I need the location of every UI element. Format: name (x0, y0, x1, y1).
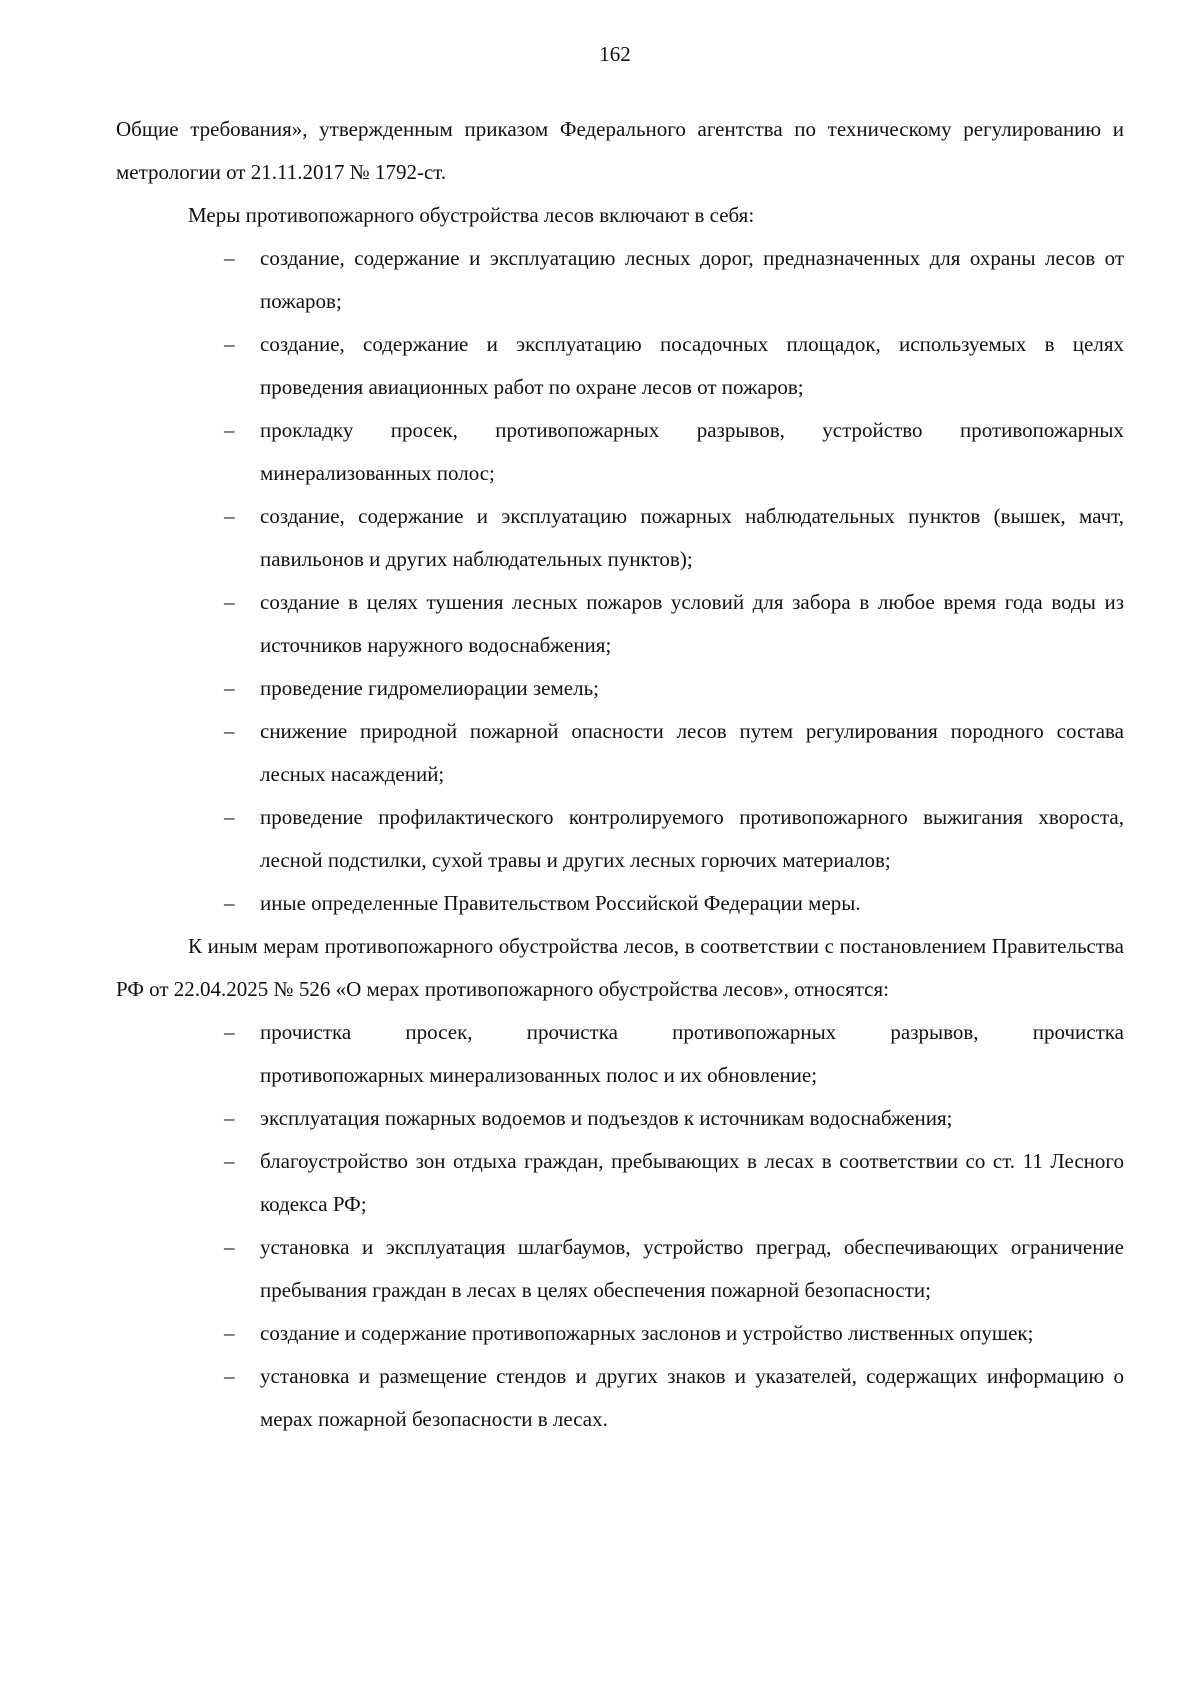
dash-bullet: – (224, 1321, 235, 1345)
list-item-text: проведение профилактического контролируемого противопожарного выжигания хвороста, лесной подстилки, сухой травы и других лесных горючих материалов; (260, 805, 1124, 872)
list-item-text: создание, содержание и эксплуатацию посадочных площадок, используемых в целях проведения авиационных работ по охране лесов от пожаров; (260, 332, 1124, 399)
list-item-text: создание в целях тушения лесных пожаров условий для забора в любое время года воды из источников наружного водоснабжения; (260, 590, 1124, 657)
list-item (116, 581, 1124, 667)
list-item-text: благоустройство зон отдыха граждан, пребывающих в лесах в соответствии со ст. 11 Лесного кодекса РФ; (260, 1149, 1124, 1216)
word: прочистка (1032, 1020, 1124, 1044)
dash-bullet: – (224, 805, 235, 829)
list-item-text: установка и размещение стендов и других знаков и указателей, содержащих информацию о мерах пожарной безопасности в лесах. (260, 1364, 1124, 1431)
measures-list (116, 237, 1124, 925)
dash-bullet: – (224, 1020, 235, 1044)
dash-bullet: – (224, 1235, 235, 1259)
list-item-text: установка и эксплуатация шлагбаумов, устройство преград, обеспечивающих ограничение пребывания граждан в лесах в целях обеспечения пожарной безопасности; (260, 1235, 1124, 1302)
document-body (116, 108, 1124, 1441)
measures-lead-paragraph: Меры противопожарного обустройства лесов включают в себя: (188, 203, 755, 227)
list-item-text: создание, содержание и эксплуатацию пожарных наблюдательных пунктов (вышек, мачт, павильонов и других наблюдательных пунктов); (260, 504, 1124, 571)
dash-bullet: – (224, 1106, 235, 1130)
list-item (116, 796, 1124, 882)
dash-bullet: – (224, 504, 235, 528)
list-item-text: снижение природной пожарной опасности лесов путем регулирования породного состава лесных насаждений; (260, 719, 1124, 786)
list-item-text: создание и содержание противопожарных заслонов и устройство лиственных опушек; (260, 1321, 1034, 1345)
list-item-text: иные определенные Правительством Российской Федерации меры. (260, 891, 861, 915)
dash-bullet: – (224, 246, 235, 270)
other-measures-list (116, 1011, 1124, 1441)
list-item (116, 1226, 1124, 1312)
page-number: 162 (599, 42, 631, 66)
dash-bullet: – (224, 719, 235, 743)
list-item-text: эксплуатация пожарных водоемов и подъездов к источникам водоснабжения; (260, 1106, 953, 1130)
dash-bullet: – (224, 891, 235, 915)
word: прочистка (526, 1020, 618, 1044)
list-item-text: противопожарных минерализованных полос и их обновление; (260, 1063, 818, 1087)
dash-bullet: – (224, 1149, 235, 1173)
list-item (116, 667, 1124, 710)
word: просек, (405, 1020, 473, 1044)
dash-bullet: – (224, 1364, 235, 1388)
dash-bullet: – (224, 590, 235, 614)
list-item (116, 495, 1124, 581)
list-item (116, 237, 1124, 323)
list-item-text: создание, содержание и эксплуатацию лесных дорог, предназначенных для охраны лесов от пожаров; (260, 246, 1124, 313)
dash-bullet: – (224, 332, 235, 356)
word: противопожарных (672, 1020, 837, 1044)
intro-paragraph: Общие требования», утвержденным приказом Федерального агентства по техническому регулированию и метрологии от 21.11.2017 № 1792-ст. (116, 117, 1124, 184)
first-item-spread-line (260, 1011, 1124, 1054)
word: прочистка (260, 1020, 352, 1044)
list-item (116, 323, 1124, 409)
list-item (116, 1097, 1124, 1140)
dash-bullet: – (224, 418, 235, 442)
list-item (116, 409, 1124, 495)
list-item-text: проведение гидромелиорации земель; (260, 676, 599, 700)
list-item (116, 1140, 1124, 1226)
list-item (116, 1355, 1124, 1441)
word: разрывов, (890, 1020, 979, 1044)
list-item (116, 1312, 1124, 1355)
list-item (116, 1011, 1124, 1097)
list-item (116, 710, 1124, 796)
list-item (116, 882, 1124, 925)
other-measures-lead-paragraph: К иным мерам противопожарного обустройства лесов, в соответствии с постановлением Правительства РФ от 22.04.2025 № 526 «О мерах противопожарного обустройства лесов», относятся: (116, 934, 1124, 1001)
list-item-text: прокладку просек, противопожарных разрывов, устройство противопожарных минерализованных полос; (260, 418, 1124, 485)
dash-bullet: – (224, 676, 235, 700)
